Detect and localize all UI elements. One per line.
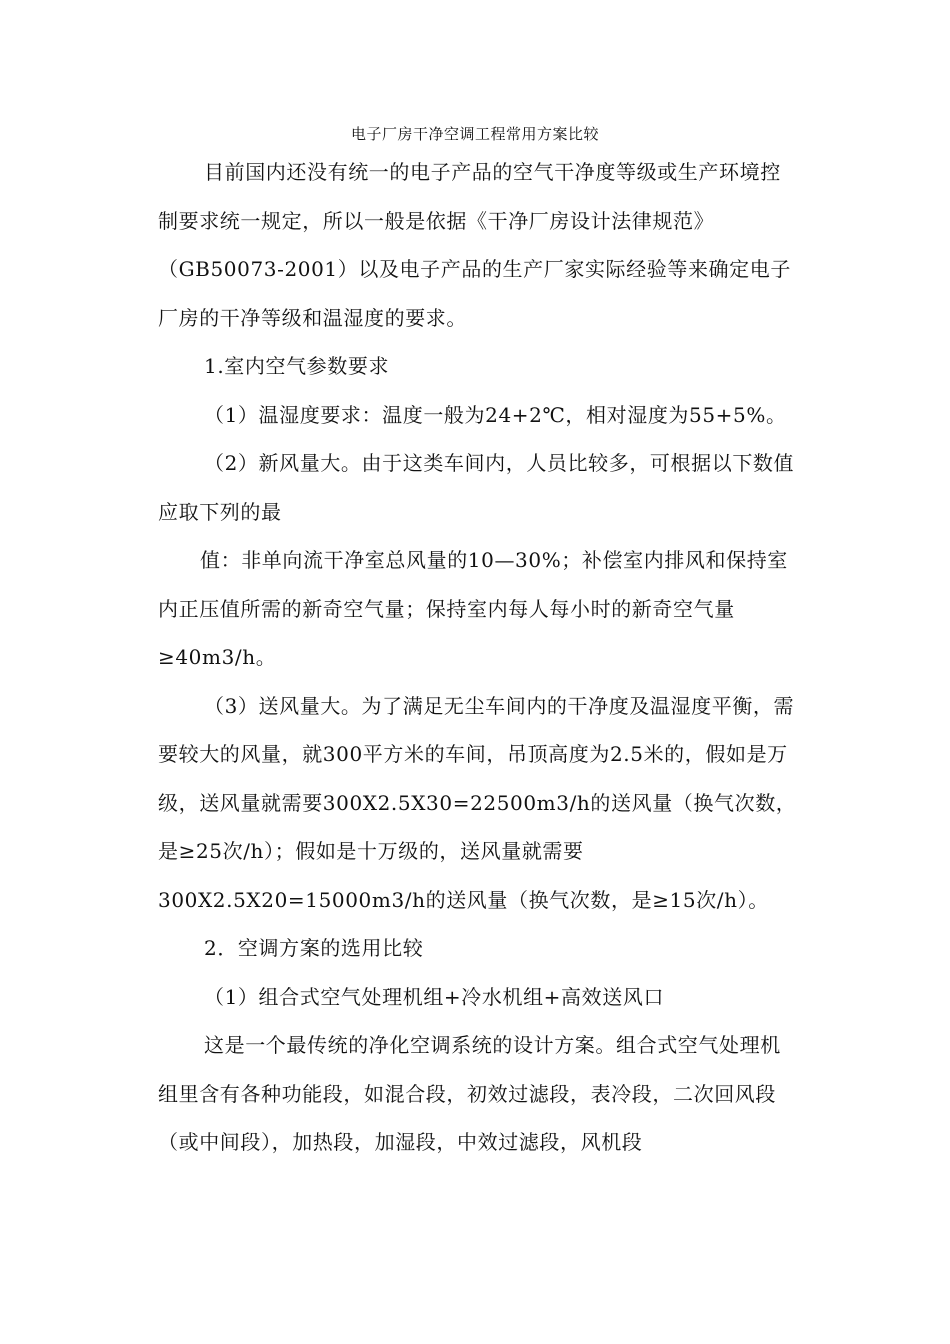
section-heading-indoor-air: 1.室内空气参数要求: [204, 354, 390, 378]
paragraph-intro: 目前国内还没有统一的电子产品的空气干净度等级或生产环境控制要求统一规定，所以一般是依据《干净厂房设计法律规范》（GB50073-2001）以及电子产品的生产厂家实际经验等来确定电子厂房的干净等级和温湿度的要求。: [158, 160, 791, 330]
document-body: [158, 148, 798, 1167]
paragraph-scheme-description: 这是一个最传统的净化空调系统的设计方案。组合式空气处理机组里含有各种功能段，如混合段，初效过滤段，表冷段，二次回风段（或中间段），加热段，加湿段，中效过滤段，风机段: [158, 1033, 781, 1154]
section-heading-ac-scheme: 2．空调方案的选用比较: [204, 936, 424, 960]
paragraph-fresh-air: （2）新风量大。由于这类车间内，人员比较多，可根据以下数值应取下列的最: [158, 451, 795, 524]
document-title: 电子厂房干净空调工程常用方案比较: [350, 125, 599, 143]
paragraph-fresh-air-values: 值：非单向流干净室总风量的10—30%；补偿室内排风和保持室内正压值所需的新奇空气量；保持室内每人每小时的新奇空气量≥40m3/h。: [158, 548, 788, 669]
paragraph-supply-air: （3）送风量大。为了满足无尘车间内的干净度及温湿度平衡，需要较大的风量，就300平方米的车间，吊顶高度为2.5米的，假如是万级，送风量就需要300X2.5X30=22500m3/h的送风量（换气次数，是≥25次/h）；假如是十万级的，送风量就需要300X2.5X20=15000m3/h的送风量（换气次数，是≥15次/h）。: [158, 693, 797, 912]
paragraph-scheme-one: （1）组合式空气处理机组+冷水机组+高效送风口: [204, 984, 665, 1009]
paragraph-temp-humidity: （1）温湿度要求：温度一般为24+2℃，相对湿度为55+5%。: [204, 402, 787, 427]
